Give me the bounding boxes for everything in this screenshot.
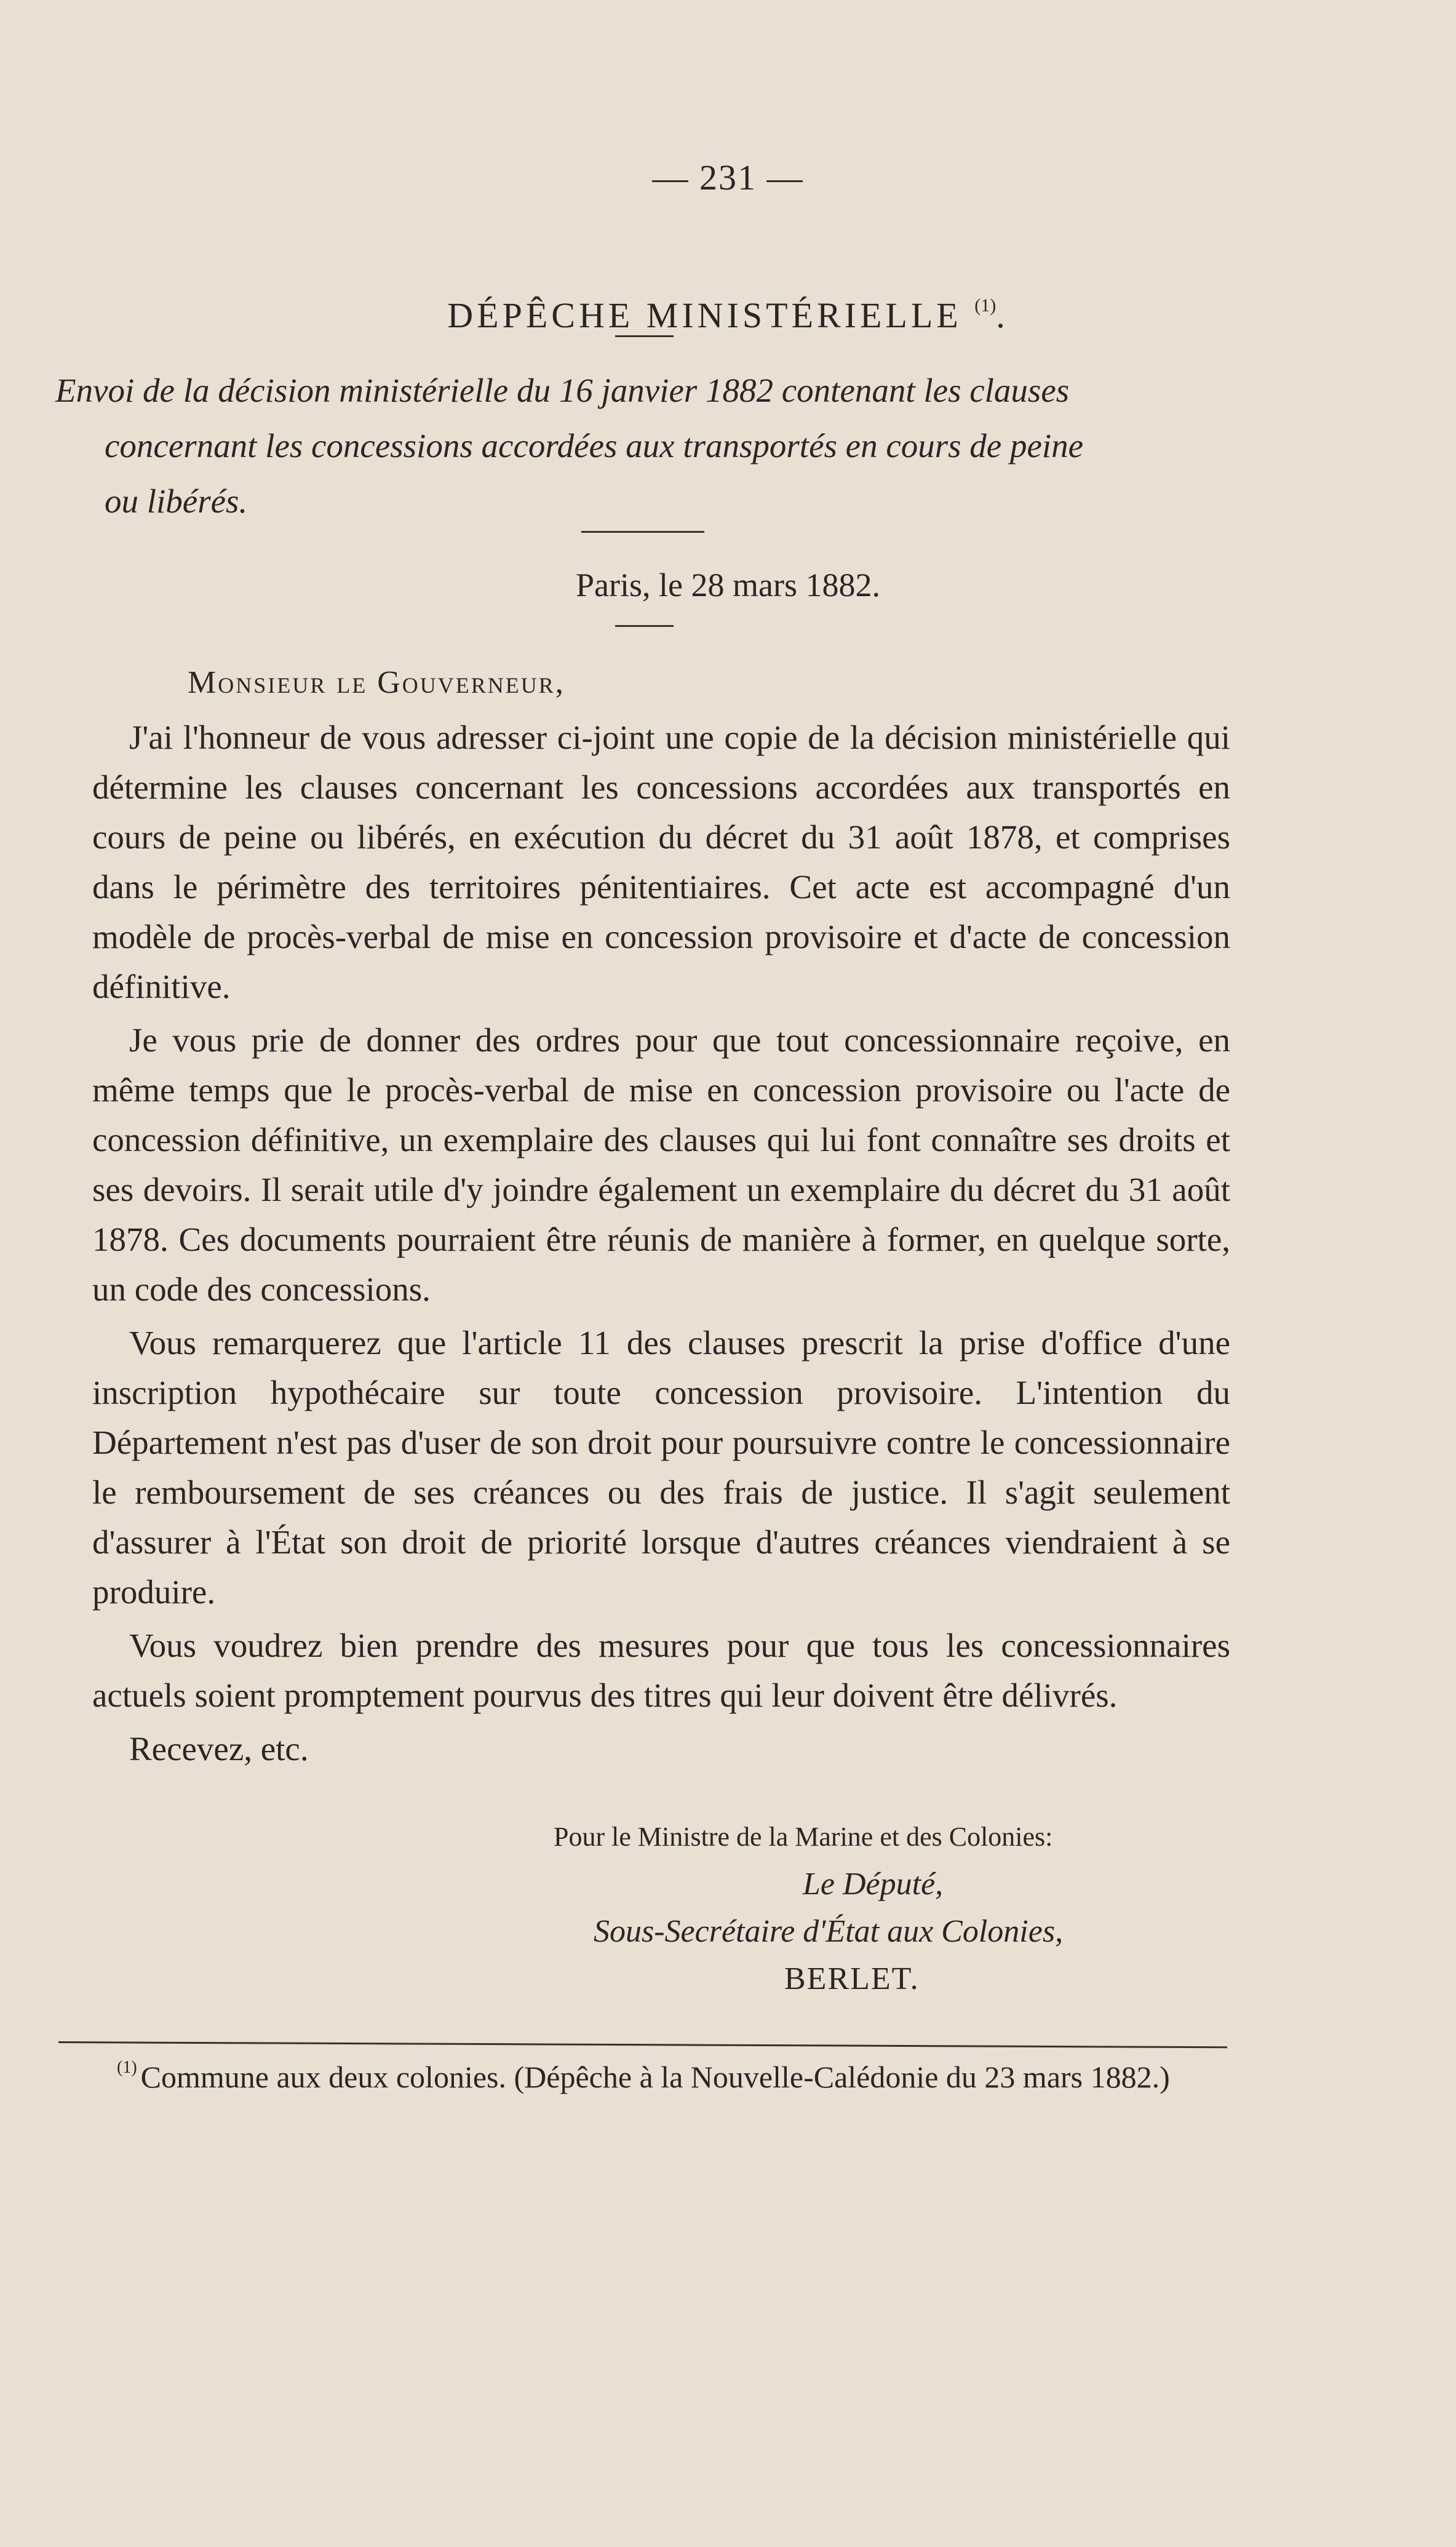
signature-role: Le Député,	[803, 1867, 944, 1902]
footnote-text: Commune aux deux colonies. (Dépêche à la Nouvelle-Calédonie du 23 mars 1882.)	[140, 2060, 1170, 2094]
title-period: .	[996, 295, 1009, 335]
closing: Recevez, etc.	[129, 1730, 309, 1768]
letter-body	[92, 712, 1230, 1777]
signature-name: BERLET.	[784, 1961, 920, 1996]
divider	[581, 531, 704, 533]
paragraph: Vous voudrez bien prendre des mesures pour que tous les concessionnaires actuels soient promptement pourvus des titres qui leur doivent être délivrés.	[92, 1627, 1230, 1714]
page-title	[0, 295, 1456, 336]
title-footnote-marker: (1)	[974, 295, 997, 316]
subject-line: ou libérés.	[105, 482, 248, 520]
signature-block	[554, 1821, 1230, 1997]
subject-summary	[55, 363, 1236, 529]
subject-line: concernant les concessions accordées aux transportés en cours de peine	[105, 427, 1084, 464]
footnote-divider	[58, 2041, 1227, 2048]
footnote-marker: (1)	[117, 2058, 137, 2077]
footnote	[117, 2058, 1255, 2095]
divider	[615, 335, 674, 337]
dateline: Paris, le 28 mars 1882.	[576, 567, 880, 604]
paragraph: Je vous prie de donner des ordres pour que tout concessionnaire reçoive, en même temps que le procès-verbal de mise en concession provisoire ou l'acte de concession définitive, un exemplaire des clauses qui lui font connaître ses droits et ses devoirs. Il serait utile d'y joindre également un exemplaire du décret du 31 août 1878. Ces documents pourraient être réunis de manière à former, en quelque sorte, un code des concessions.	[92, 1021, 1230, 1308]
divider	[615, 625, 674, 627]
subject-line: Envoi de la décision ministérielle du 16 janvier 1882 contenant les clauses	[55, 372, 1070, 409]
salutation: Monsieur le Gouverneur,	[188, 665, 565, 700]
signature-for-minister: Pour le Ministre de la Marine et des Colonies:	[554, 1822, 1053, 1852]
signature-title: Sous-Secrétaire d'État aux Colonies,	[594, 1914, 1064, 1949]
title-text: DÉPÊCHE MINISTÉRIELLE	[447, 295, 962, 335]
page-number: — 231 —	[652, 157, 804, 197]
paragraph: J'ai l'honneur de vous adresser ci-joint une copie de la décision ministérielle qui détermine les clauses concernant les concessions accordées aux transportés en cours de peine ou libérés, en exécution du décret du 31 août 1878, et comprises dans le périmètre des territoires pénitentiaires. Cet acte est accompagné d'un modèle de procès-verbal de mise en concession provisoire et d'acte de concession définitive.	[92, 719, 1230, 1005]
paragraph: Vous remarquerez que l'article 11 des clauses prescrit la prise d'office d'une inscription hypothécaire sur toute concession provisoire. L'intention du Département n'est pas d'user de son droit pour poursuivre contre le concessionnaire le remboursement de ses créances ou des frais de justice. Il s'agit seulement d'assurer à l'État son droit de priorité lorsque d'autres créances viendraient à se produire.	[92, 1324, 1230, 1611]
